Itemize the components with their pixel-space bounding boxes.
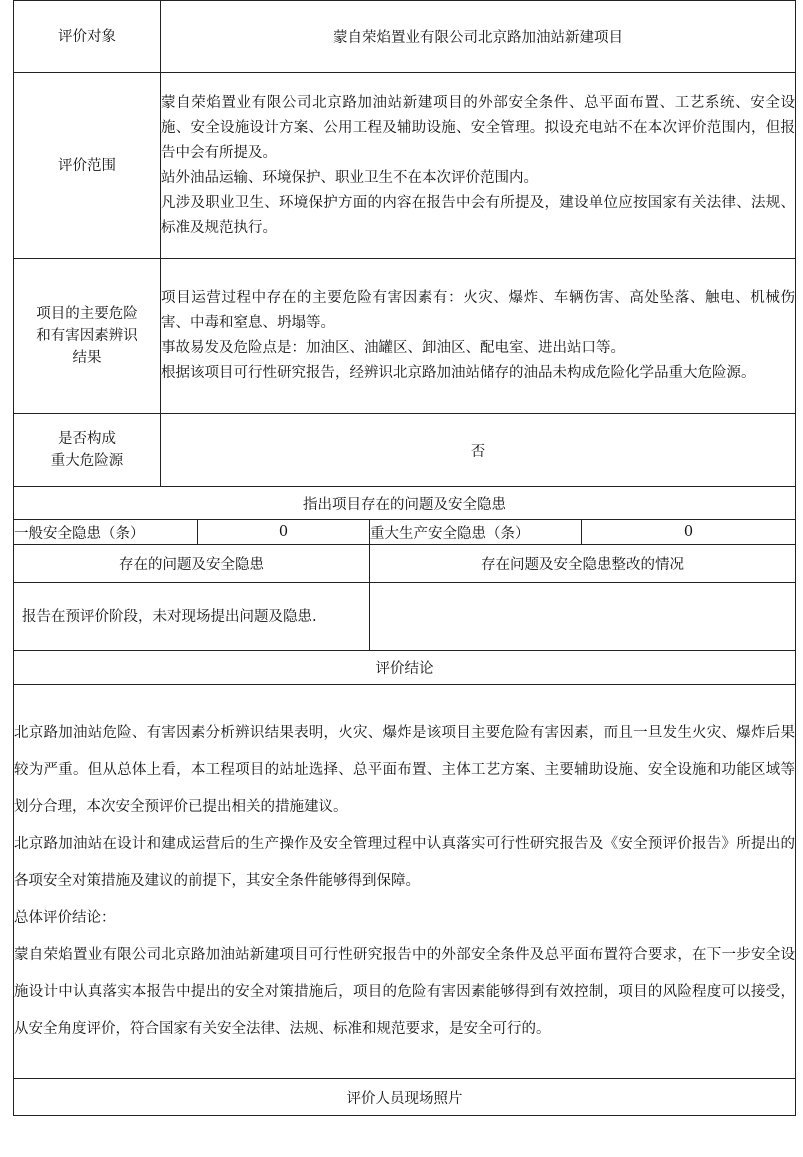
row-issues-columns — [14, 545, 796, 583]
conclusion-paragraph: 北京路加油站危险、有害因素分析辨识结果表明，火灾、爆炸是该项目主要危险有害因素，而且一旦发生火灾、爆炸后果较为严重。但从总体上看，本工程项目的站址选择、总平面布置、主体工艺方案、主要辅助设施、安全设施和功能区域等划分合理，本次安全预评价已提出相关的措施建议。 — [14, 725, 795, 815]
evaluation-scope-label: 评价范围 — [14, 73, 161, 259]
row-photos-header — [14, 1079, 796, 1116]
major-hazard-label-line: 是否构成 — [58, 431, 116, 447]
hazard-line: 项目运营过程中存在的主要危险有害因素有：火灾、爆炸、车辆伤害、高处坠落、触电、机械伤害、中毒和窒息、坍塌等。 — [161, 290, 795, 331]
major-hazard-label-line: 重大危险源 — [50, 453, 124, 469]
row-evaluation-scope — [14, 73, 796, 259]
conclusion-paragraph: 蒙自荣焰置业有限公司北京路加油站新建项目可行性研究报告中的外部安全条件及总平面布置符合要求，在下一步安全设施设计中认真落实本报告中提出的安全对策措施后，项目的危险有害因素能够得到有效控制，项目的风险程度可以接受，从安全角度评价，符合国家有关安全法律、法规、标准和规范要求，是安全可行的。 — [14, 947, 795, 1037]
conclusion-paragraph: 北京路加油站在设计和建成运营后的生产操作及安全管理过程中认真落实可行性研究报告及《安全预评价报告》所提出的各项安全对策措施及建议的前提下，其安全条件能够得到保障。 — [14, 836, 795, 889]
row-issues-content — [14, 583, 796, 651]
major-hazard-count: 0 — [582, 520, 796, 545]
problems-text: 报告在预评价阶段，未对现场提出问题及隐患. — [14, 583, 370, 651]
photos-header: 评价人员现场照片 — [14, 1079, 796, 1116]
hazard-line: 事故易发及危险点是：加油区、油罐区、卸油区、配电室、进出站口等。 — [161, 340, 625, 356]
general-hazard-count: 0 — [198, 520, 370, 545]
row-conclusion-content — [14, 685, 796, 1079]
scope-line: 站外油品运输、环境保护、职业卫生不在本次评价范围内。 — [161, 169, 538, 186]
evaluation-object-label: 评价对象 — [14, 1, 161, 73]
conclusion-content — [14, 685, 796, 1079]
hazard-identification-label — [14, 259, 161, 414]
row-hazard-counts — [14, 520, 796, 545]
conclusion-overall-heading: 总体评价结论： — [14, 910, 116, 926]
row-issues-header — [14, 487, 796, 520]
row-evaluation-object — [14, 1, 796, 73]
evaluation-report-table — [13, 0, 796, 1116]
hazard-label-line: 结果 — [72, 350, 102, 366]
general-hazard-count-label: 一般安全隐患（条） — [14, 520, 198, 545]
row-hazard-identification — [14, 259, 796, 414]
conclusion-header: 评价结论 — [14, 651, 796, 685]
scope-line: 蒙自荣焰置业有限公司北京路加油站新建项目的外部安全条件、总平面布置、工艺系统、安全设施、安全设施设计方案、公用工程及辅助设施、安全管理。拟设充电站不在本次评价范围内，但报告中会有所提及。 — [161, 94, 795, 161]
issues-header: 指出项目存在的问题及安全隐患 — [14, 487, 796, 520]
major-hazard-value: 否 — [161, 414, 796, 487]
evaluation-object-value: 蒙自荣焰置业有限公司北京路加油站新建项目 — [161, 1, 796, 73]
row-conclusion-header — [14, 651, 796, 685]
major-hazard-count-label: 重大生产安全隐患（条） — [370, 520, 582, 545]
hazard-identification-content — [161, 259, 796, 414]
rectification-text — [370, 583, 796, 651]
evaluation-report-sheet — [13, 0, 795, 1116]
hazard-label-line: 和有害因素辨识 — [36, 328, 138, 344]
evaluation-scope-content — [161, 73, 796, 259]
problems-column-header: 存在的问题及安全隐患 — [14, 545, 370, 583]
scope-line: 凡涉及职业卫生、环境保护方面的内容在报告中会有所提及，建设单位应按国家有关法律、法规、标准及规范执行。 — [161, 194, 795, 236]
rectification-column-header: 存在问题及安全隐患整改的情况 — [370, 545, 796, 583]
hazard-line: 根据该项目可行性研究报告，经辨识北京路加油站储存的油品未构成危险化学品重大危险源。 — [161, 365, 756, 381]
hazard-label-line: 项目的主要危险 — [36, 306, 138, 322]
row-major-hazard — [14, 414, 796, 487]
major-hazard-label — [14, 414, 161, 487]
